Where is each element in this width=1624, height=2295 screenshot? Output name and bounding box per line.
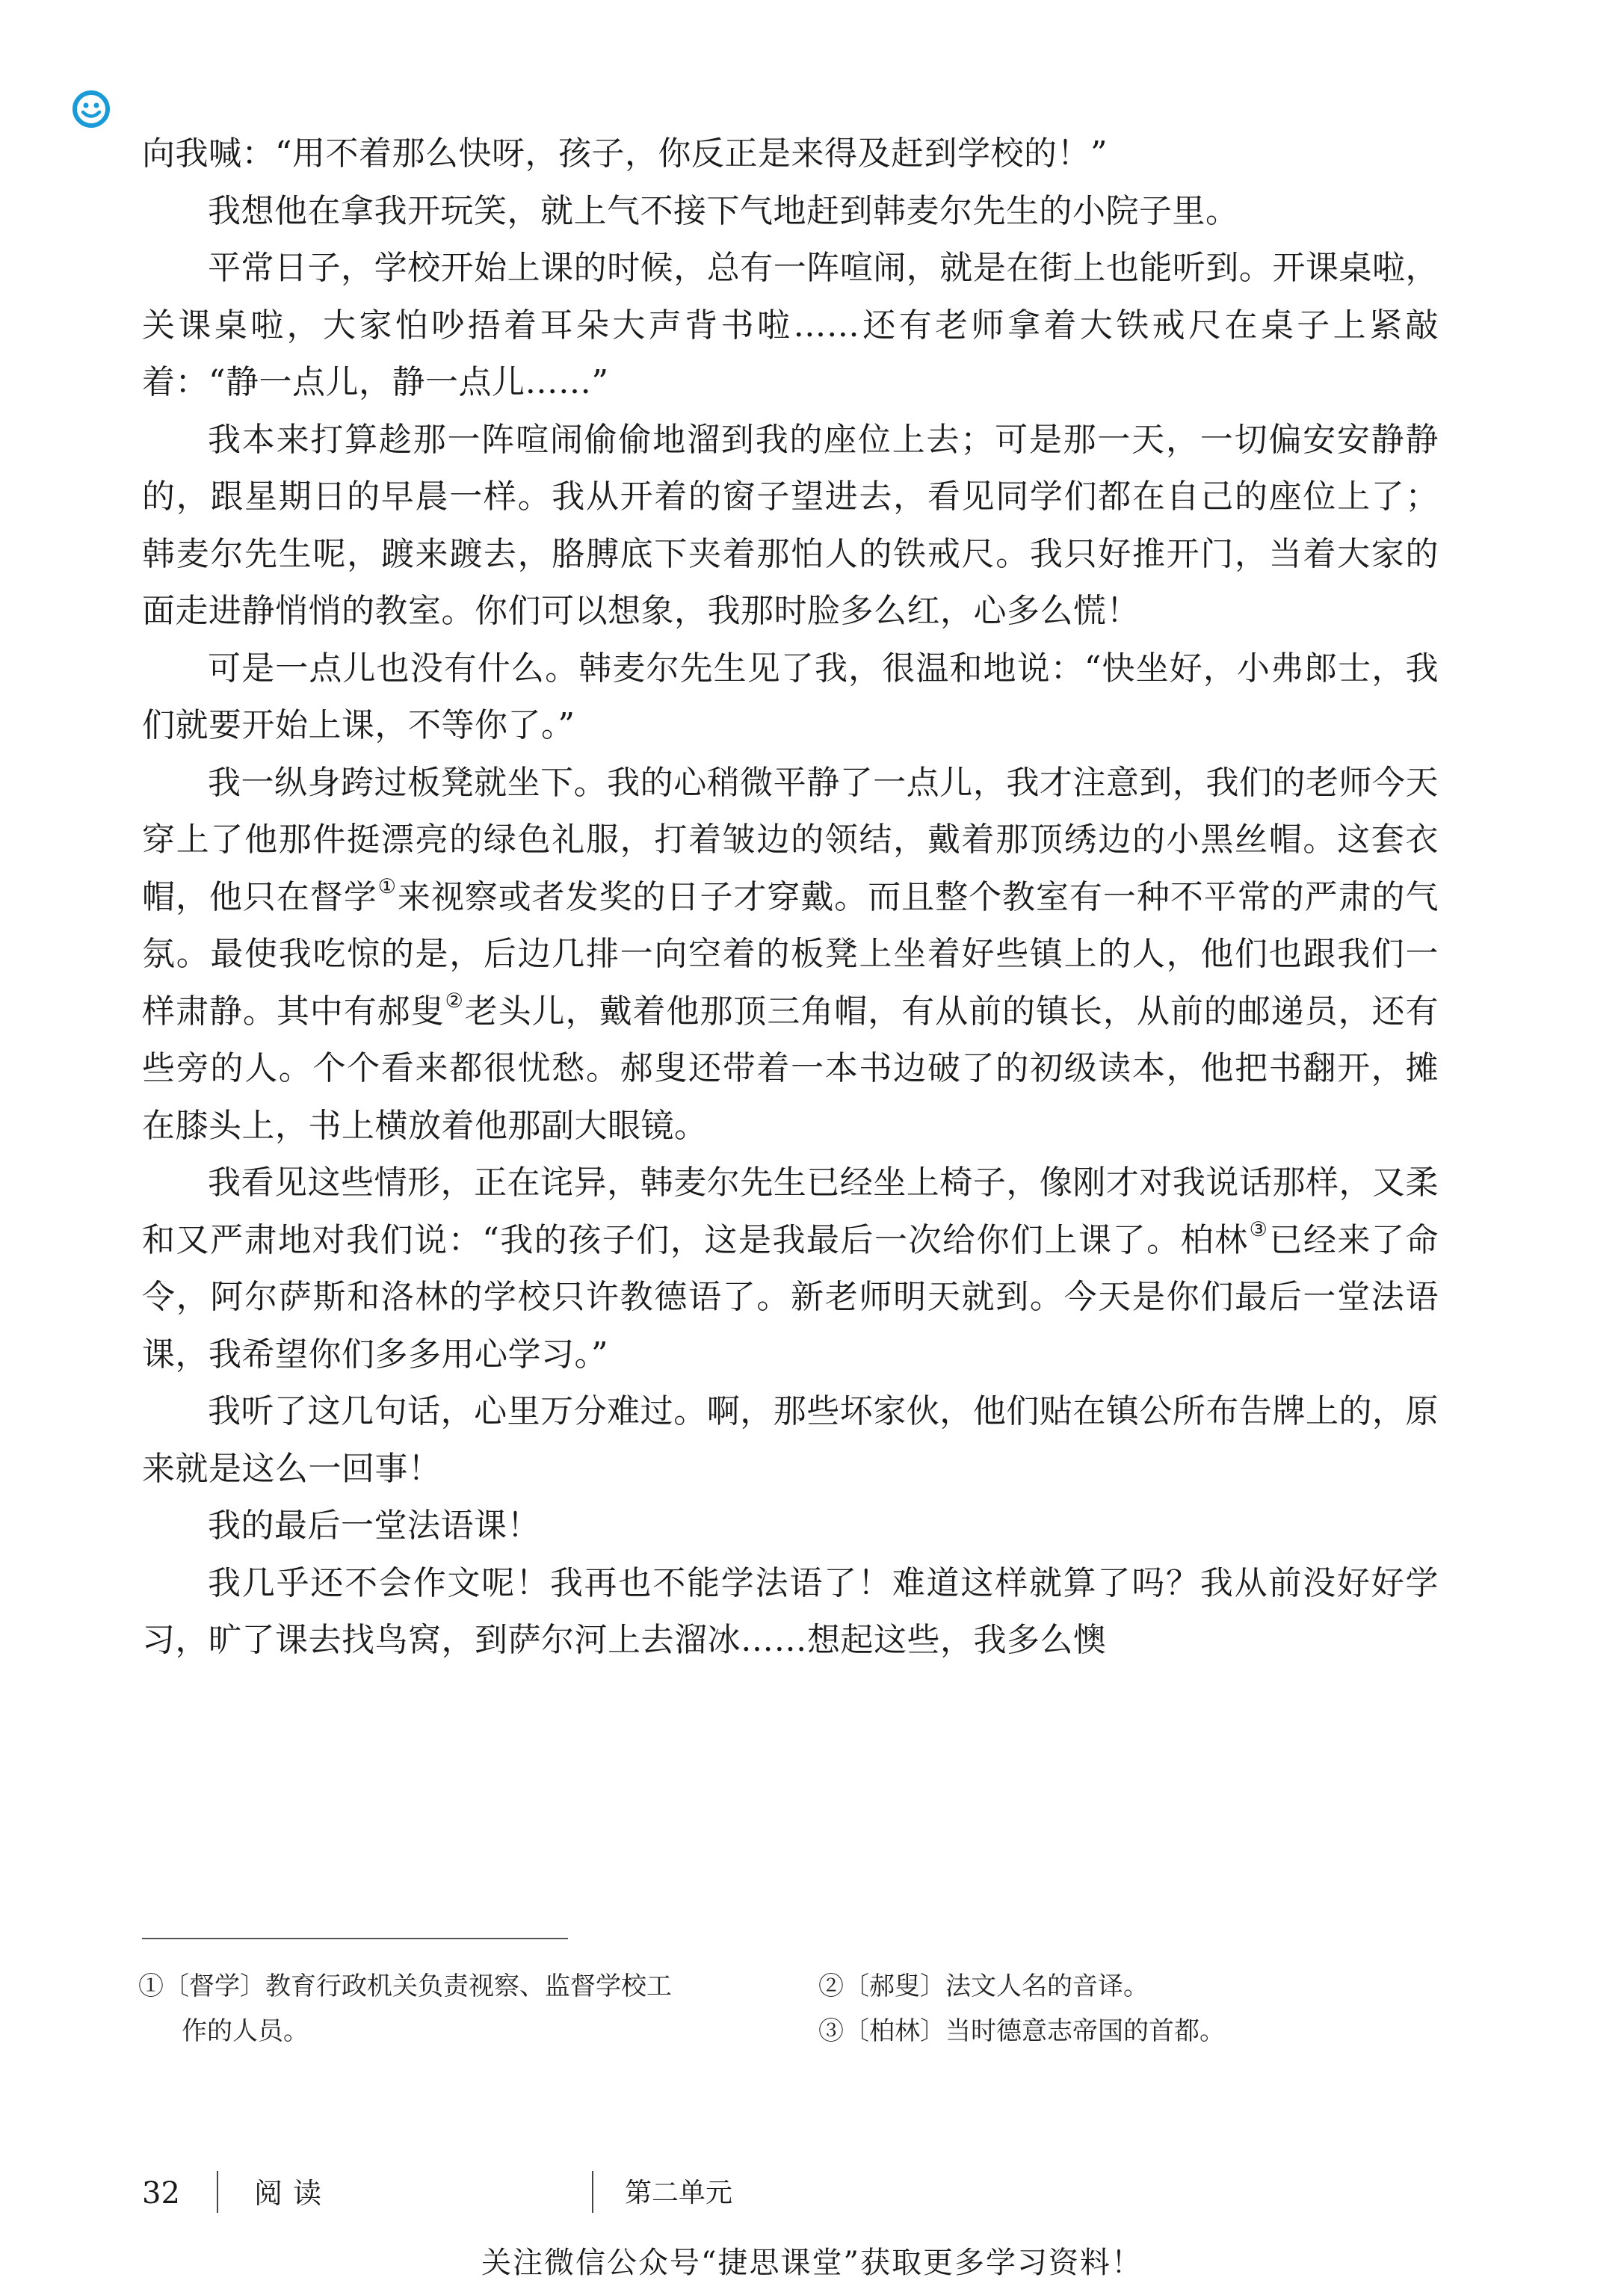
paragraph [142,1498,1439,1555]
text-run: 我几乎还不会作文呢！我再也不能学法语了！难道这样就算了吗？我从前没好好学习，旷了课去找鸟窝，到萨尔河上去溜冰……想起这些，我多么懊 [142,1563,1439,1659]
text-run: 老头儿，戴着他那顶三角帽，有从前的镇长，从前的邮递员，还有些旁的人。个个看来都很忧愁。郝叟还带着一本书边破了的初级读本，他把书翻开，摊在膝头上，书上横放着他那副大眼镜。 [142,992,1439,1145]
page-number: 32 [142,2176,180,2211]
text-run: 来视察或者发奖的日子才穿戴。而且整个教室有一种不平常的严肃的气氛。最使我吃惊的是，后边几排一向空着的板凳上坐着好些镇上的人，他们也跟我们一样肃静。其中有郝叟 [142,877,1439,1031]
text-run: 我看见这些情形，正在诧异，韩麦尔先生已经坐上椅子，像刚才对我说话那样，又柔和又严肃地对我们说：“我的孩子们，这是我最后一次给你们上课了。柏林 [142,1164,1439,1259]
text-run: 我本来打算趁那一阵喧闹偷偷地溜到我的座位上去；可是那一天，一切偏安安静静的，跟星期日的早晨一样。我从开着的窗子望进去，看见同学们都在自己的座位上了；韩麦尔先生呢，踱来踱去，胳膊底下夹着那怕人的铁戒尺。我只好推开门，当着大家的面走进静悄悄的教室。你们可以想象，我那时脸多么红，心多么慌！ [142,420,1439,630]
footnote: 作的人员。 [182,2016,309,2046]
footnote: ③〔柏林〕当时德意志帝国的首都。 [818,2016,1225,2046]
footnotes-left [138,1964,774,2054]
smiley-icon [72,90,111,129]
paragraph [142,240,1439,412]
footnote: ①〔督学〕教育行政机关负责视察、监督学校工 [138,1971,672,2001]
text-run: 向我喊：“用不着那么快呀，孩子，你反正是来得及赶到学校的！” [142,135,1108,173]
text-run: 已经来了命令，阿尔萨斯和洛林的学校只许教德语了。新老师明天就到。今天是你们最后一堂法语课，我希望你们多多用心学习。” [142,1220,1439,1374]
footnote-marker: ① [377,874,397,898]
text-run: 平常日子，学校开始上课的时候，总有一阵喧闹，就是在街上也能听到。开课桌啦，关课桌啦，大家怕吵捂着耳朵大声背书啦……还有老师拿着大铁戒尺在桌子上紧敲着：“静一点儿，静一点儿……” [142,249,1439,401]
footnote: ②〔郝叟〕法文人名的音译。 [818,1971,1149,2001]
paragraph [142,412,1439,640]
paragraph [142,126,1439,183]
body-text [142,126,1439,1669]
paragraph [142,1155,1439,1383]
paragraph [142,1383,1439,1498]
page-footer [0,2171,1624,2223]
text-run: 我想他在拿我开玩笑，就上气不接下气地赶到韩麦尔先生的小院子里。 [208,191,1239,230]
text-run: 我的最后一堂法语课！ [208,1507,540,1545]
promo-text: 关注微信公众号“捷思课堂”获取更多学习资料！ [481,2246,1143,2280]
paragraph [142,1555,1439,1669]
footer-divider [592,2171,593,2213]
text-run: 我听了这几句话，心里万分难过。啊，那些坏家伙，他们贴在镇公所布告牌上的，原来就是这么一回事！ [142,1392,1439,1488]
footnote-marker: ③ [1249,1217,1269,1241]
footer-divider [217,2171,218,2213]
footnote-divider [142,1938,568,1939]
section-label: 阅读 [254,2177,333,2210]
text-run: 可是一点儿也没有什么。韩麦尔先生见了我，很温和地说：“快坐好，小弗郎士，我们就要开始上课，不等你了。” [142,649,1439,744]
paragraph [142,640,1439,755]
paragraph [142,755,1439,1155]
footnote-marker: ② [445,989,464,1013]
footnotes-right [818,1964,1454,2054]
text-run: 我一纵身跨过板凳就坐下。我的心稍微平静了一点儿，我才注意到，我们的老师今天穿上了他那件挺漂亮的绿色礼服，打着皱边的领结，戴着那顶绣边的小黑丝帽。这套衣帽，他只在督学 [142,763,1439,916]
paragraph [142,183,1439,241]
unit-label: 第二单元 [625,2178,733,2208]
